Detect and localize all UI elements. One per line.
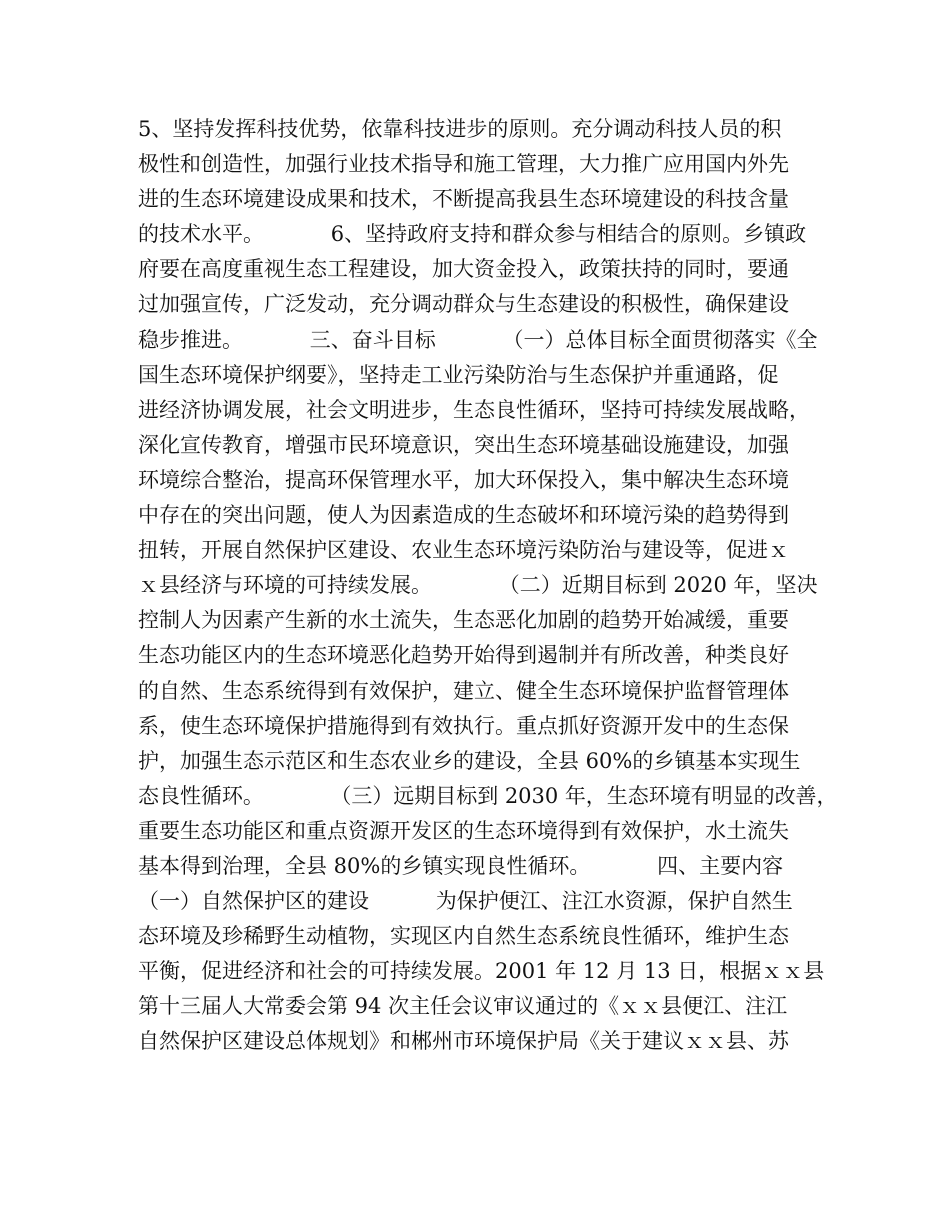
text-line: 重要生态功能区和重点资源开发区的生态环境得到有效保护，水土流失 — [138, 818, 789, 843]
text-line: 第十三届人大常委会第 94 次主任会议审议通过的《ｘｘ县便江、注江 — [138, 994, 788, 1019]
text-line: 极性和创造性，加强行业技术指导和施工管理，大力推广应用国内外先 — [138, 152, 789, 177]
text-line: 态环境及珍稀野生动植物，实现区内自然生态系统良性循环，维护生态 — [138, 924, 789, 949]
text-line: 中存在的突出问题，使人为因素造成的生态破坏和环境污染的趋势得到 — [138, 503, 789, 528]
text-line: 平衡，促进经济和社会的可持续发展。2001 年 12 月 13 日，根据ｘｘ县 — [138, 959, 825, 984]
text-line: 进的生态环境建设成果和技术，不断提高我县生态环境建设的科技含量 — [138, 187, 789, 212]
text-line: 基本得到治理，全县 80%的乡镇实现良性循环。 四、主要内容 — [138, 853, 784, 878]
text-line: 5、坚持发挥科技优势，依靠科技进步的原则。充分调动科技人员的积 — [138, 117, 782, 141]
text-line: 生态功能区内的生态环境恶化趋势开始得到遏制并有所改善，种类良好 — [138, 643, 789, 668]
text-line: 自然保护区建设总体规划》和郴州市环境保护局《关于建议ｘｘ县、苏 — [138, 1029, 789, 1054]
text-line: 的自然、生态系统得到有效保护，建立、健全生态环境保护监督管理体 — [138, 678, 789, 703]
text-line: 环境综合整治，提高环保管理水平，加大环保投入，集中解决生态环境 — [138, 467, 789, 492]
text-line: 进经济协调发展，社会文明进步，生态良性循环，坚持可持续发展战略， — [138, 397, 810, 422]
text-line: 护，加强生态示范区和生态农业乡的建设，全县 60%的乡镇基本实现生 — [138, 748, 801, 773]
text-line: 府要在高度重视生态工程建设，加大资金投入，政策扶持的同时，要通 — [138, 257, 789, 282]
text-line: 的技术水平。 6、坚持政府支持和群众参与相结合的原则。乡镇政 — [138, 222, 807, 247]
text-line: 态良性循环。 （三）远期目标到 2030 年，生态环境有明显的改善， — [138, 783, 838, 808]
text-line: 控制人为因素产生新的水土流失，生态恶化加剧的趋势开始减缓，重要 — [138, 608, 789, 633]
text-line: 过加强宣传，广泛发动，充分调动群众与生态建设的积极性，确保建设 — [138, 292, 789, 317]
text-line: ｘ县经济与环境的可持续发展。 （二）近期目标到 2020 年，坚决 — [138, 573, 818, 598]
text-line: 系，使生态环境保护措施得到有效执行。重点抓好资源开发中的生态保 — [138, 713, 789, 738]
text-line: 深化宣传教育，增强市民环境意识，突出生态环境基础设施建设，加强 — [138, 432, 789, 457]
text-line: 稳步推进。 三、奋斗目标 （一）总体目标全面贯彻落实《全 — [138, 327, 818, 352]
text-line: 国生态环境保护纲要》，坚持走工业污染防治与生态保护并重通路，促 — [138, 362, 779, 387]
text-line: （一）自然保护区的建设 为保护便江、注江水资源，保护自然生 — [138, 889, 793, 914]
document-body — [138, 112, 838, 1060]
text-line: 扭转，开展自然保护区建设、农业生态环境污染防治与建设等，促进ｘ — [138, 538, 789, 563]
